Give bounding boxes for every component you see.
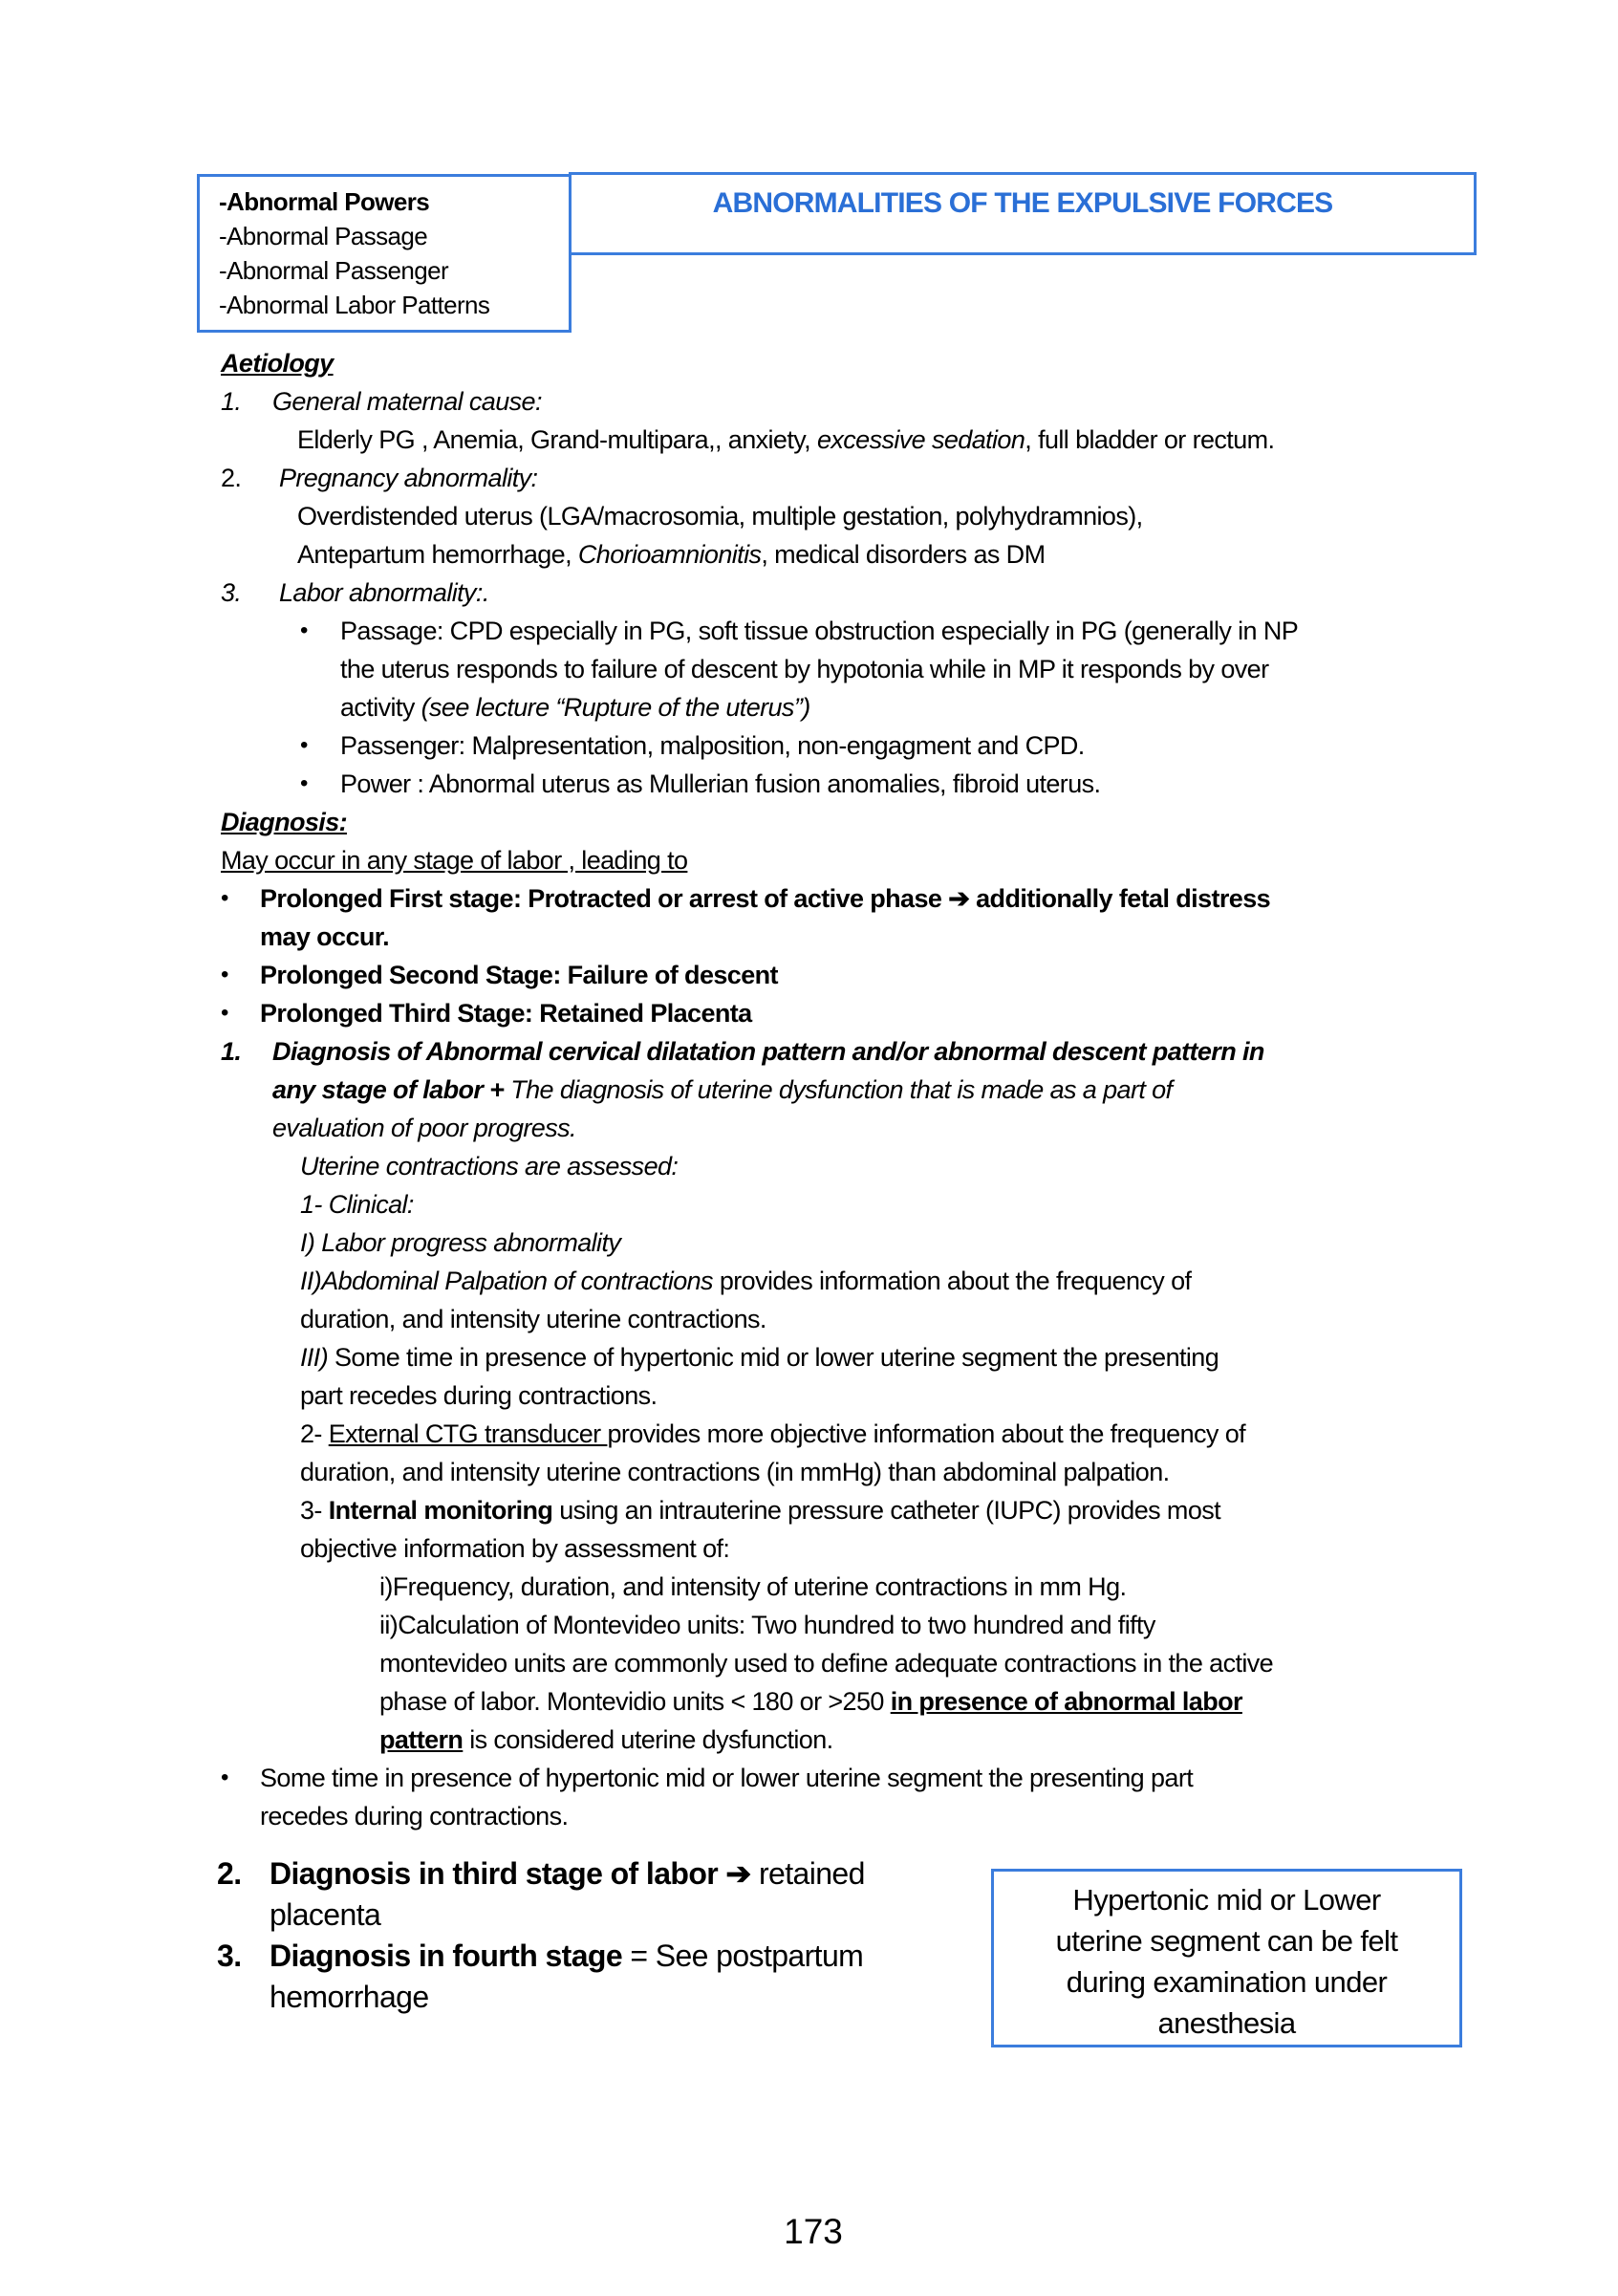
hypertonic-line-2: part recedes during contractions. <box>300 1381 658 1410</box>
topic-passage: -Abnormal Passage <box>219 222 428 250</box>
ctg-line-2: duration, and intensity uterine contractions (in mmHg) than abdominal palpation. <box>300 1458 1170 1486</box>
diag-num-2: 2. <box>217 1856 242 1891</box>
aet-text-3: Antepartum hemorrhage, Chorioamnionitis, medical disorders as DM <box>297 540 1046 569</box>
diag-num-3: 3. <box>217 1939 242 1973</box>
bullet-icon: • <box>221 962 229 987</box>
aet-num-1: 1. <box>221 387 242 416</box>
sub-ii-3: phase of labor. Montevidio units < 180 or >250 in presence of abnormal labor <box>379 1687 1242 1716</box>
note-line: uterine segment can be felt <box>1055 1924 1398 1958</box>
labor-progress: I) Labor progress abnormality <box>300 1228 621 1257</box>
topic-powers: -Abnormal Powers <box>219 187 430 216</box>
hypertonic-line: III) Some time in presence of hypertonic mid or lower uterine segment the presenting <box>300 1343 1219 1372</box>
ctg-line: 2- External CTG transducer provides more objective information about the frequency of <box>300 1419 1246 1448</box>
diag-1-line-2: any stage of labor + The diagnosis of uterine dysfunction that is made as a part of <box>272 1075 1173 1104</box>
diag-num-1: 1. <box>221 1037 242 1066</box>
power-line: Power : Abnormal uterus as Mullerian fusion anomalies, fibroid uterus. <box>340 769 1101 798</box>
topic-labor-patterns: -Abnormal Labor Patterns <box>219 291 490 319</box>
palpation-line: II)Abdominal Palpation of contractions provides information about the frequency of <box>300 1267 1192 1295</box>
passage-line-1: Passage: CPD especially in PG, soft tissue obstruction especially in PG (generally in NP <box>340 617 1299 645</box>
passenger-line: Passenger: Malpresentation, malposition, non-engagment and CPD. <box>340 731 1085 760</box>
diag-1-line-3: evaluation of poor progress. <box>272 1114 576 1142</box>
internal-line: 3- Internal monitoring using an intrauterine pressure catheter (IUPC) provides most <box>300 1496 1221 1525</box>
sub-ii: ii)Calculation of Montevideo units: Two hundred to two hundred and fifty <box>379 1611 1155 1639</box>
sub-ii-2: montevideo units are commonly used to define adequate contractions in the active <box>379 1649 1274 1678</box>
diag-2-line-2: placenta <box>270 1897 381 1932</box>
recede-line-2: recedes during contractions. <box>260 1802 569 1830</box>
bullet-icon: • <box>221 885 229 911</box>
diag-2-line-1: Diagnosis in third stage of labor ➔ retained <box>270 1856 865 1891</box>
prolonged-second: Prolonged Second Stage: Failure of descent <box>260 961 778 989</box>
passage-line-2: the uterus responds to failure of descent by hypotonia while in MP it responds by over <box>340 655 1269 683</box>
aet-num-3: 3. <box>221 578 242 607</box>
aet-num-2: 2. <box>221 464 242 492</box>
bullet-icon: • <box>300 732 309 758</box>
prolonged-first: Prolonged First stage: Protracted or arrest of active phase ➔ additionally fetal distress <box>260 884 1271 913</box>
prolonged-third: Prolonged Third Stage: Retained Placenta <box>260 999 752 1028</box>
aet-heading-2: Pregnancy abnormality: <box>279 464 538 492</box>
diag-intro: May occur in any stage of labor , leading to <box>221 846 688 875</box>
note-line: during examination under <box>1066 1965 1388 1999</box>
diag-3-line-2: hemorrhage <box>270 1980 429 2014</box>
diag-3-line-1: Diagnosis in fourth stage = See postpartum <box>270 1939 864 1973</box>
title-box <box>569 172 1477 255</box>
bullet-icon: • <box>221 1765 229 1790</box>
page-title: ABNORMALITIES OF THE EXPULSIVE FORCES <box>712 187 1333 219</box>
note-line: anesthesia <box>1157 2006 1296 2040</box>
uterine-assessed: Uterine contractions are assessed: <box>300 1152 679 1180</box>
palpation-line-2: duration, and intensity uterine contractions. <box>300 1305 766 1333</box>
recede-line: Some time in presence of hypertonic mid or lower uterine segment the presenting part <box>260 1764 1194 1792</box>
aet-heading-3: Labor abnormality:. <box>279 578 489 607</box>
sub-ii-4: pattern is considered uterine dysfunction. <box>379 1725 833 1754</box>
aet-heading-1: General maternal cause: <box>272 387 542 416</box>
bullet-icon: • <box>221 1000 229 1026</box>
aet-text-1: Elderly PG , Anemia, Grand-multipara,, anxiety, excessive sedation, full bladder or rectum. <box>297 425 1275 454</box>
bullet-icon: • <box>300 617 309 643</box>
bullet-icon: • <box>300 770 309 796</box>
note-line: Hypertonic mid or Lower <box>1072 1883 1381 1917</box>
diagnosis-heading: Diagnosis: <box>221 808 348 836</box>
topics-box <box>197 174 572 333</box>
passage-line-3: activity (see lecture “Rupture of the uterus”) <box>340 693 810 722</box>
aetiology-heading: Aetiology <box>221 349 334 378</box>
internal-line-2: objective information by assessment of: <box>300 1534 730 1563</box>
note-box <box>991 1869 1462 2047</box>
clinical: 1- Clinical: <box>300 1190 414 1219</box>
diag-1-line-1: Diagnosis of Abnormal cervical dilatation pattern and/or abnormal descent pattern in <box>272 1037 1264 1066</box>
page-number: 173 <box>784 2212 843 2251</box>
prolonged-first-cont: may occur. <box>260 922 390 951</box>
aet-text-2: Overdistended uterus (LGA/macrosomia, multiple gestation, polyhydramnios), <box>297 502 1143 531</box>
topic-passenger: -Abnormal Passenger <box>219 256 449 285</box>
sub-i: i)Frequency, duration, and intensity of uterine contractions in mm Hg. <box>379 1572 1127 1601</box>
